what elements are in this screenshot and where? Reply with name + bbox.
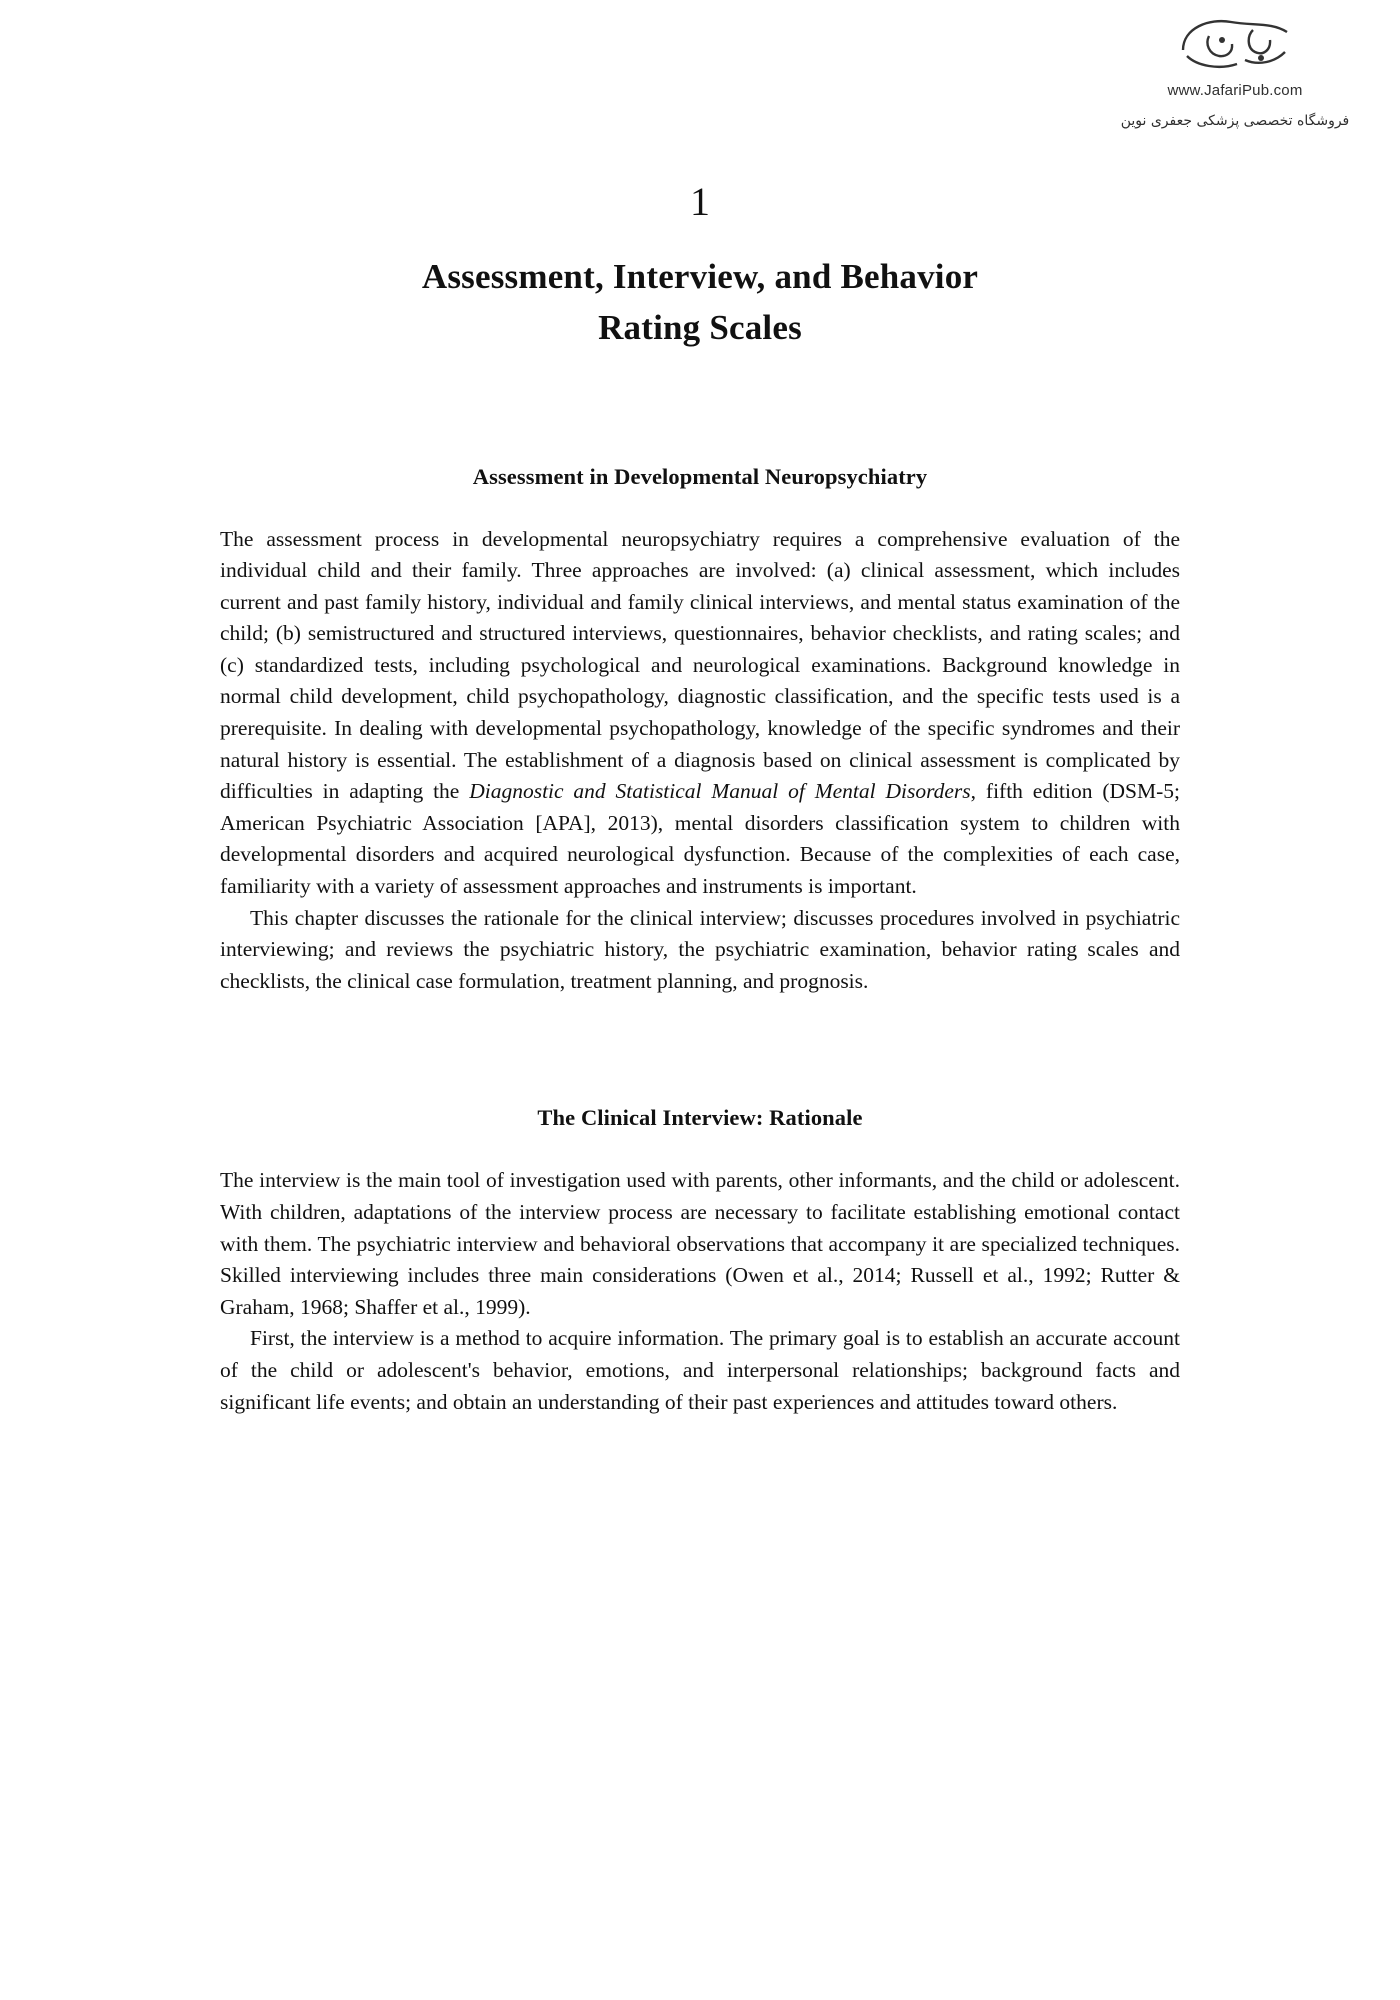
- watermark-url: www.JafariPub.com: [1167, 82, 1303, 99]
- section-heading-clinical-interview: The Clinical Interview: Rationale: [537, 1105, 863, 1131]
- paragraph-text-tail: , fifth edition (DSM-5; American Psychiatric Association [APA], 2013), mental disorders classification system to children with developmental disorders and acquired neurological dysfunction. Because of the complexities of each case, familiarity with a variety of assessment approaches and instruments is important.: [220, 779, 1180, 899]
- paragraph-text: The assessment process in developmental neuropsychiatry requires a comprehensive evaluation of the individual child and their family. Three approaches are involved: (a) clinical assessment, which includes current and past family history, individual and family clinical interviews, and mental status examination of the child; (b) semistructured and structured interviews, questionnaires, behavior checklists, and rating scales; and (c) standardized tests, including psychological and neurological examinations. Background knowledge in normal child development, child psychopathology, diagnostic classification, and the specific tests used is a prerequisite. In dealing with developmental psychopathology, knowledge of the specific syndromes and their natural history is essential. The establishment of a diagnosis based on clinical assessment is complicated by difficulties in adapting the: [220, 526, 1180, 804]
- chapter-title-line2: Rating Scales: [598, 307, 802, 347]
- page-title: [220, 252, 1180, 354]
- paragraph-assessment-2: This chapter discusses the rationale for the clinical interview; discusses procedures involved in psychiatric interviewing; and reviews the psychiatric history, the psychiatric examination, behavior rating scales and checklists, the clinical case formulation, treatment planning, and prognosis.: [220, 905, 1180, 993]
- paragraph-interview-1: The interview is the main tool of investigation used with parents, other informants, and the child or adolescent. With children, adaptations of the interview process are necessary to facilitate establishing emotional contact with them. The psychiatric interview and behavioral observations that accompany it are specialized techniques. Skilled interviewing includes three main considerations (Owen et al., 2014; Russell et al., 1992; Rutter & Graham, 1968; Shaffer et al., 1999).: [220, 1168, 1180, 1319]
- book-title-italic: Diagnostic and Statistical Manual of Mental Disorders: [469, 779, 971, 804]
- page-content: [220, 180, 1180, 1418]
- chapter-title-line1: Assessment, Interview, and Behavior: [421, 257, 979, 296]
- jafaripub-logo-icon: [1110, 10, 1360, 80]
- paragraph-assessment-1: [220, 524, 1180, 903]
- section-heading-assessment: Assessment in Developmental Neuropsychiatry: [472, 463, 928, 489]
- chapter-number: 1: [690, 179, 710, 224]
- watermark-tagline: فروشگاه تخصصی پزشکی جعفری نوین: [1120, 113, 1350, 129]
- paragraph-interview-2: First, the interview is a method to acquire information. The primary goal is to establish an accurate account of the child or adolescent's behavior, emotions, and interpersonal relationships; background facts and significant life events; and obtain an understanding of their past experiences and attitudes toward others.: [220, 1326, 1180, 1414]
- publisher-watermark: [1110, 10, 1360, 129]
